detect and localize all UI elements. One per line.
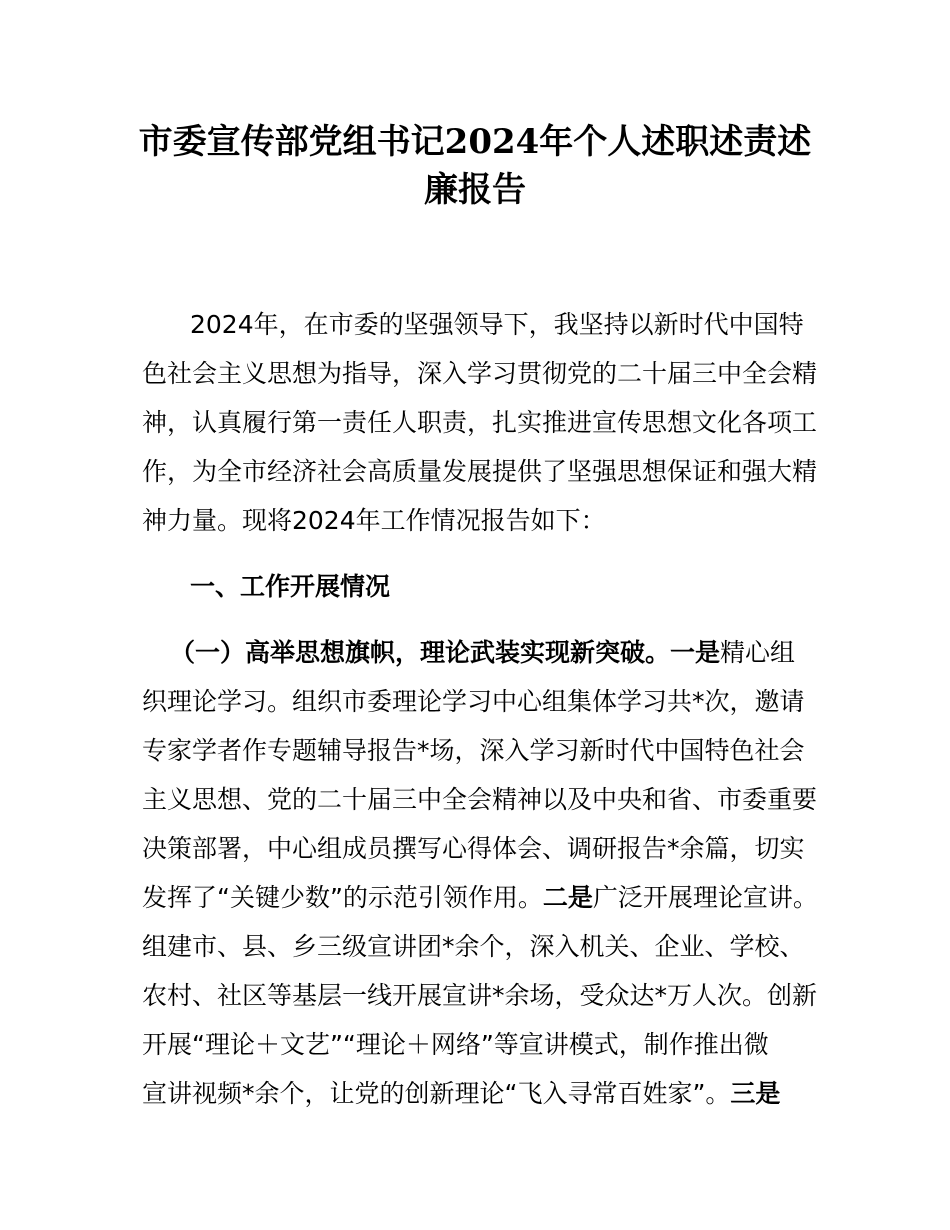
intro-line-5: 神力量。现将2024年工作情况报告如下： bbox=[142, 506, 606, 535]
section-heading: 一、工作开展情况 bbox=[190, 572, 391, 601]
paragraph-line-8: 农村、社区等基层一线开展宣讲*余场，受众达*万人次。创新 bbox=[142, 981, 818, 1010]
intro-line-1: 2024年，在市委的坚强领导下，我坚持以新时代中国特 bbox=[190, 310, 804, 339]
paragraph-line-9: 开展“理论＋文艺”“理论＋网络”等宣讲模式，制作推出微 bbox=[142, 1030, 769, 1059]
marker-one: 一是 bbox=[670, 638, 721, 667]
marker-three: 三是 bbox=[730, 1079, 781, 1108]
intro-line-3: 神，认真履行第一责任人职责，扎实推进宣传思想文化各项工 bbox=[142, 408, 818, 437]
marker-two: 二是 bbox=[542, 883, 593, 912]
line6-post: 广泛开展理论宣讲。 bbox=[592, 883, 818, 912]
paragraph-line-5: 决策部署，中心组成员撰写心得体会、调研报告*余篇，切实 bbox=[142, 834, 805, 863]
paragraph-line-6 bbox=[142, 883, 818, 913]
document-title-line-1: 市委宣传部党组书记2024年个人述职述责述 bbox=[138, 122, 812, 162]
line1-rest: 精心组 bbox=[720, 638, 796, 667]
intro-line-2: 色社会主义思想为指导，深入学习贯彻党的二十届三中全会精 bbox=[142, 359, 818, 388]
intro-line-4: 作，为全市经济社会高质量发展提供了坚强思想保证和强大精 bbox=[142, 457, 818, 486]
subsection-heading: （一）高举思想旗帜，理论武装实现新突破。 bbox=[170, 638, 671, 667]
paragraph-line-2: 织理论学习。组织市委理论学习中心组集体学习共*次，邀请 bbox=[142, 687, 805, 716]
paragraph-line-3: 专家学者作专题辅导报告*场，深入学习新时代中国特色社会 bbox=[142, 736, 805, 765]
document-title-line-2: 廉报告 bbox=[424, 170, 526, 210]
paragraph-line-4: 主义思想、党的二十届三中全会精神以及中央和省、市委重要 bbox=[142, 785, 818, 814]
paragraph-line-1 bbox=[170, 638, 795, 668]
paragraph-line-10 bbox=[142, 1079, 780, 1109]
line6-pre: 发挥了“关键少数”的示范引领作用。 bbox=[142, 883, 543, 912]
line10-pre: 宣讲视频*余个，让党的创新理论“飞入寻常百姓家”。 bbox=[142, 1079, 731, 1108]
paragraph-line-7: 组建市、县、乡三级宣讲团*余个，深入机关、企业、学校、 bbox=[142, 932, 805, 961]
